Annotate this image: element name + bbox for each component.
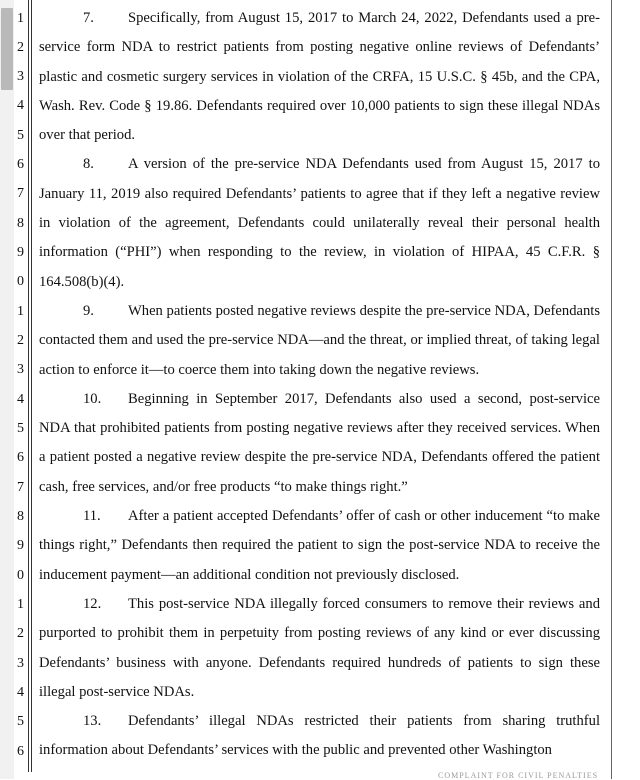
- line-number: 5: [17, 421, 24, 436]
- paragraph: [39, 4, 600, 150]
- paragraph: [39, 385, 600, 502]
- line-number: 6: [17, 450, 24, 465]
- line-number: 3: [17, 362, 24, 377]
- paragraph-number: 7.: [83, 10, 94, 26]
- paragraph-number: 10.: [83, 390, 102, 407]
- line-number-column: [14, 0, 24, 779]
- line-number: 2: [17, 40, 24, 55]
- document-body: [39, 4, 600, 766]
- line-number: 5: [17, 714, 24, 729]
- paragraph-text: After a patient accepted Defendants’ offer of cash or other inducement “to make things right,” Defendants then required the patient to sign the post-service NDA to receive the inducement payment—an additional condition not previously disclosed.: [39, 508, 600, 583]
- paragraph-number: 12.: [83, 595, 102, 612]
- paragraph: [39, 297, 600, 385]
- line-number: 7: [17, 186, 24, 201]
- paragraph-number: 11.: [83, 508, 101, 525]
- paragraph-text: A version of the pre-service NDA Defendants used from August 15, 2017 to January 11, 2019 also required Defendants’ patients to agree that if they left a negative review in violation of the agreement, Defendants could unilaterally reveal their personal health information (“PHI”) when responding to the review, in violation of HIPAA, 45 C.F.R. § 164.508(b)(4).: [39, 156, 600, 290]
- line-number: 2: [17, 626, 24, 641]
- footer-caption: COMPLAINT FOR CIVIL PENALTIES: [438, 772, 599, 780]
- line-number: 4: [17, 98, 24, 113]
- line-number: 7: [17, 480, 24, 495]
- paragraph-text: Defendants’ illegal NDAs restricted their patients from sharing truthful information about Defendants’ services with the public and prevented other Washington: [39, 713, 600, 759]
- paragraph: [39, 590, 600, 707]
- vertical-scrollbar[interactable]: [0, 0, 14, 779]
- line-number: 1: [17, 597, 24, 612]
- paragraph: [39, 150, 600, 296]
- line-number: 2: [17, 333, 24, 348]
- paragraph-number: 13.: [83, 713, 102, 730]
- margin-rule: [31, 0, 32, 772]
- line-number: 4: [17, 392, 24, 407]
- line-number: 0: [17, 568, 24, 583]
- paragraph-text: When patients posted negative reviews despite the pre-service NDA, Defendants contacted them and used the pre-service NDA—and the threat, or implied threat, of taking legal action to enforce it—to coerce them into taking down the negative reviews.: [39, 302, 600, 378]
- line-number: 9: [17, 245, 24, 260]
- paragraph-number: 9.: [83, 302, 94, 319]
- line-number: 9: [17, 538, 24, 553]
- line-number: 0: [17, 274, 24, 289]
- margin-rule: [28, 0, 29, 772]
- line-number: 4: [17, 685, 24, 700]
- line-number: 6: [17, 744, 24, 759]
- scrollbar-thumb[interactable]: [1, 8, 13, 90]
- line-number: 6: [17, 157, 24, 172]
- line-number: 8: [17, 509, 24, 524]
- line-number: 3: [17, 69, 24, 84]
- paragraph-text: Beginning in September 2017, Defendants also used a second, post-service NDA that prohibited patients from posting negative reviews after they received services. When a patient posted a negative review despite the pre-service NDA, Defendants offered the patient cash, free services, and/or free products “to make things right.”: [39, 390, 600, 495]
- line-number: 3: [17, 656, 24, 671]
- line-number: 1: [17, 304, 24, 319]
- right-margin-rule: [611, 0, 612, 779]
- paragraph-number: 8.: [83, 156, 94, 173]
- line-number: 5: [17, 128, 24, 143]
- paragraph-text: This post-service NDA illegally forced consumers to remove their reviews and purported to prohibit them in perpetuity from posting reviews of any kind or ever discussing Defendants’ business with anyone. Defendants required hundreds of patients to sign these illegal post-service NDAs.: [39, 595, 600, 700]
- line-number: 1: [17, 11, 24, 26]
- paragraph-text: Specifically, from August 15, 2017 to March 24, 2022, Defendants used a pre-service form NDA to restrict patients from posting negative online reviews of Defendants’ plastic and cosmetic surgery services in violation of the CRFA, 15 U.S.C. § 45b, and the CPA, Wash. Rev. Code § 19.86. Defendants required over 10,000 patients to sign these illegal NDAs over that period.: [39, 10, 600, 144]
- paragraph: [39, 707, 600, 766]
- line-number: 8: [17, 216, 24, 231]
- paragraph: [39, 502, 600, 590]
